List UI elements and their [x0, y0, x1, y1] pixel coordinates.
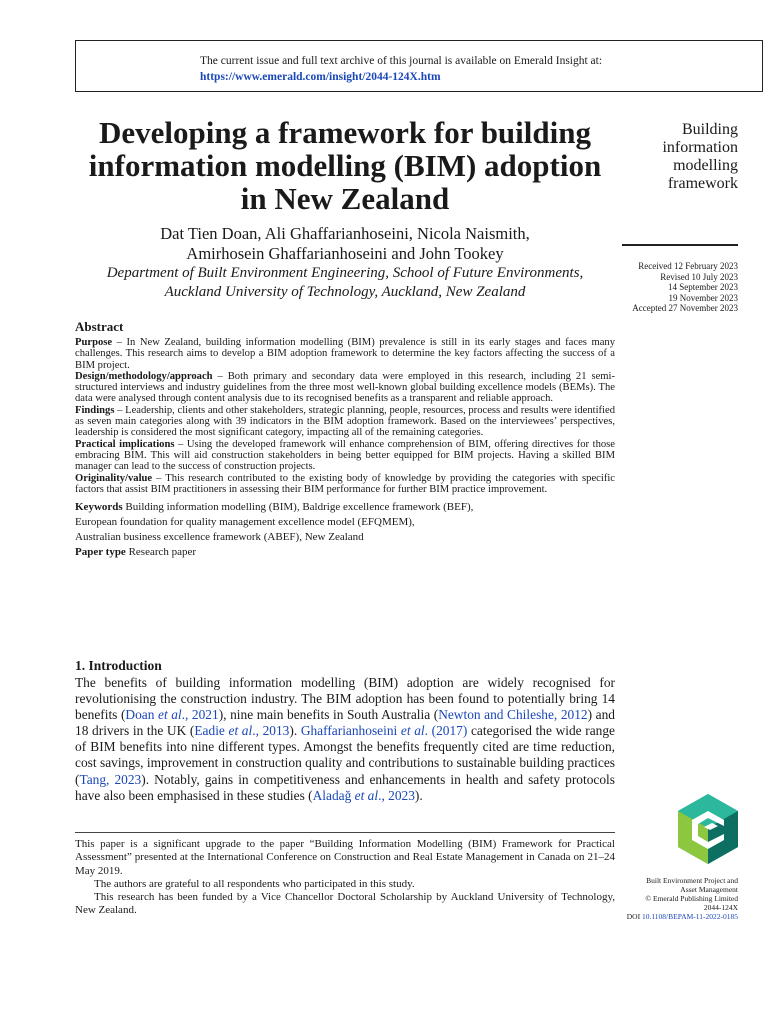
keywords-text: Building information modelling (BIM), Baldrige excellence framework (BEF),	[122, 501, 474, 514]
intro-text: ), nine main benefits in South Australia (	[218, 707, 439, 723]
paper-type	[75, 545, 615, 560]
abstract-label: Practical implications	[75, 438, 175, 450]
abstract-findings	[75, 405, 615, 439]
footnote-divider	[75, 832, 615, 833]
journal-notice-box	[75, 40, 763, 92]
citation-newton-2012[interactable]: Newton and Chileshe, 2012	[438, 707, 588, 723]
intro-text: ).	[289, 723, 301, 739]
publisher: © Emerald Publishing Limited	[645, 894, 738, 904]
keywords-line: Australian business excellence framework (ABEF), New Zealand	[75, 531, 364, 544]
abstract-label: Design/methodology/approach	[75, 370, 213, 382]
abstract-originality	[75, 473, 615, 496]
affiliation-line-2: Auckland University of Technology, Auckland, New Zealand	[164, 284, 526, 300]
citation-tang-2023[interactable]: Tang, 2023	[79, 771, 142, 787]
doi-link[interactable]: 10.1108/BEPAM-11-2022-0185	[641, 912, 738, 922]
journal-name: Asset Management	[680, 885, 738, 895]
notice-text: The current issue and full text archive of this journal is available on Emerald Insight at:	[200, 55, 603, 67]
abstract-text: – Both primary and secondary data were employed in this research, including 21 semi-structured interviews and industry guidelines from the three most well-known global building excellence models (BEMs). The data were analysed through content analysis due to its recognised benefits as a transparent and reliable approach.	[75, 370, 615, 405]
abstract-label: Originality/value	[75, 472, 153, 484]
emerald-journal-logo-icon	[676, 794, 740, 866]
citation-ghaffarianhoseini-2017[interactable]: Ghaffarianhoseini et al. (2017)	[300, 723, 468, 739]
article-history	[600, 261, 738, 314]
introduction-paragraph	[75, 675, 615, 804]
author-list	[75, 224, 615, 264]
footnote: This research has been funded by a Vice Chancellor Doctoral Scholarship by Auckland University of Technology, New Zealand.	[75, 891, 615, 917]
affiliation	[75, 264, 615, 302]
running-head-line: framework	[667, 175, 738, 192]
intro-text: categorised the wide range of BIM benefits into nine different types. Amongst the benefits frequently cited are time reduction, cost savings, improvement in construction quality and contributions to sustainable building practices (	[75, 723, 615, 787]
doi	[600, 912, 738, 921]
date-revised: 19 November 2023	[668, 292, 738, 303]
authors-line-1: Dat Tien Doan, Ali Ghaffarianhoseini, Nicola Naismith,	[160, 224, 530, 243]
paper-type-label: Paper type	[75, 546, 126, 559]
keywords-line	[75, 500, 615, 515]
paper-title: Developing a framework for building information modelling (BIM) adoption in New Zealand	[88, 115, 602, 216]
footnote: This paper is a significant upgrade to the paper “Building Information Modelling (BIM) Framework for Practical Assessment” presented at the International Conference on Construction and Real Estate Management in Canada on 21–24 May 2019.	[75, 838, 615, 877]
publication-info	[600, 876, 738, 921]
footnotes	[75, 838, 615, 918]
intro-text: ). Notably, gains in competitiveness and enhancements in health and safety protocols have also been emphasised in these studies (	[75, 771, 615, 803]
journal-archive-link[interactable]: https://www.emerald.com/insight/2044-124X.htm	[200, 71, 441, 83]
intro-text: The benefits of building information modelling (BIM) adoption are widely recognised for revolutionising the construction industry. The BIM adoption has been found to potentially bring 14 benefits (	[75, 675, 615, 723]
abstract-heading: Abstract	[75, 319, 124, 334]
abstract-text: – In New Zealand, building information modelling (BIM) prevalence is still in its early stages and faces many challenges. This research aims to develop a BIM adoption framework to determine the key factors affecting the success of a BIM project.	[75, 337, 615, 371]
running-head	[620, 121, 738, 193]
keywords	[75, 500, 615, 560]
journal-name: Built Environment Project and	[646, 876, 738, 885]
abstract-text: – Using the developed framework will enhance comprehension of BIM, offering directives for those embracing BIM. This will aid construction stakeholders in being better equipped for BIM projects. Having a skilled BIM manager can lead to the success of construction projects.	[75, 438, 615, 473]
journal-notice	[200, 53, 602, 85]
abstract-purpose	[75, 337, 615, 371]
abstract-implications	[75, 439, 615, 473]
intro-text: ) and 18 drivers in the UK (	[75, 707, 615, 739]
keywords-line: European foundation for quality management excellence model (EFQMEM),	[75, 516, 415, 529]
abstract-design	[75, 371, 615, 405]
running-head-line: modelling	[673, 157, 738, 174]
citation-eadie-2013[interactable]: Eadie et al., 2013	[194, 723, 290, 739]
footnote: The authors are grateful to all respondents who participated in this study.	[94, 877, 415, 890]
introduction-heading: 1. Introduction	[75, 658, 162, 673]
side-divider	[622, 244, 738, 246]
running-head-line: Building	[681, 121, 738, 138]
authors-line-2: Amirhosein Ghaffarianhoseini and John Tookey	[186, 244, 504, 263]
abstract	[75, 319, 615, 560]
date-revised: Revised 10 July 2023	[660, 271, 738, 282]
abstract-label: Purpose	[75, 337, 113, 348]
running-head-line: information	[662, 139, 738, 156]
doi-label: DOI	[626, 912, 642, 922]
date-revised: 14 September 2023	[668, 282, 738, 292]
date-received: Received 12 February 2023	[638, 261, 738, 271]
date-accepted: Accepted 27 November 2023	[632, 303, 738, 313]
affiliation-line-1: Department of Built Environment Engineering, School of Future Environments,	[106, 265, 584, 281]
abstract-label: Findings	[75, 404, 115, 416]
keywords-label: Keywords	[75, 501, 123, 514]
paper-type-value: Research paper	[125, 546, 197, 559]
abstract-text: – This research contributed to the existing body of knowledge by providing the categories with specific factors that assist BIM practitioners in assessing their BIM performance for further BIM practice improvement.	[75, 472, 615, 495]
citation-aladag-2023[interactable]: Aladağ et al., 2023	[312, 787, 415, 803]
intro-text: ).	[414, 787, 423, 803]
citation-doan-2021[interactable]: Doan et al., 2021	[125, 707, 219, 723]
abstract-text: – Leadership, clients and other stakeholders, strategic planning, people, resources, process and results were identified as seven main categories along with 39 indicators in the BIM adoption framework. Based on the interviewees’ perspectives, leadership is considered the most significant category, impacting all of the remaining categories.	[75, 404, 615, 439]
introduction-section	[75, 658, 615, 804]
issn: 2044-124X	[703, 903, 738, 913]
